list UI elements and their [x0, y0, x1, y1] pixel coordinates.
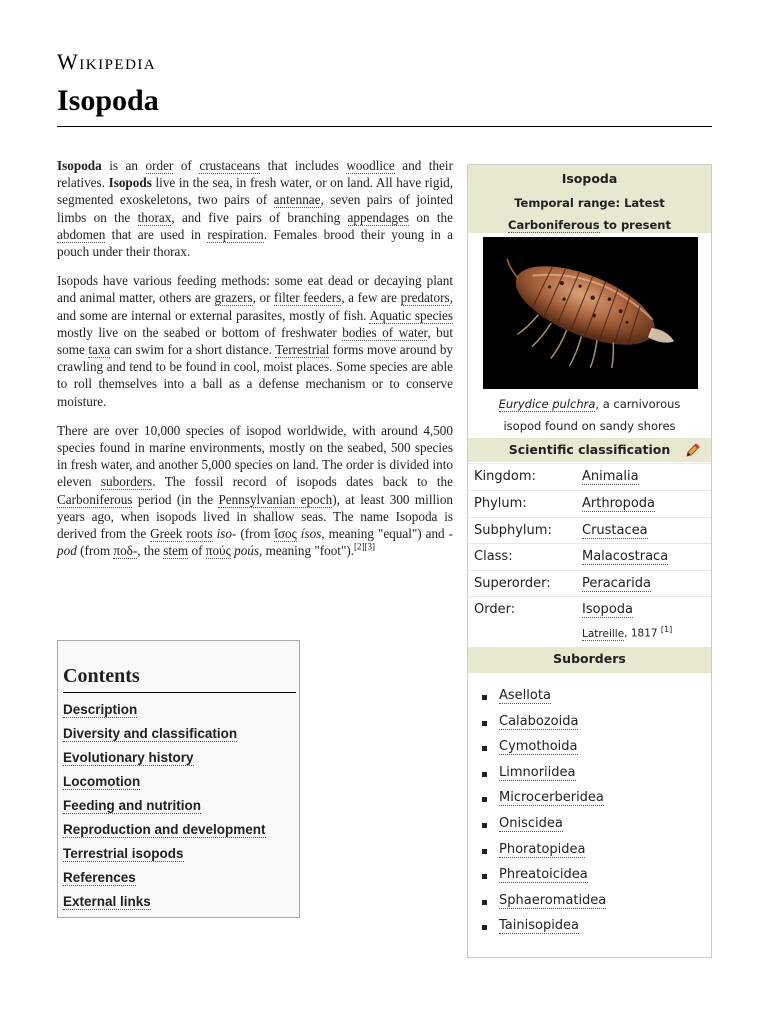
intro-paragraph-1: Isopoda is an order of crustaceans that includes woodlice and their relatives. Isopods live in the sea, in fresh water, or on land. All have rigid, segmented exoskeletons, two pairs of antennae, seven pairs of jointed limbs on the thorax, and five pairs of branching appendages on the abdomen that are used in respiration. Females brood their young in a pouch under their thorax. — [57, 158, 453, 260]
article-link[interactable]: filter feeders — [274, 290, 342, 306]
italic-term: poús — [234, 543, 260, 559]
toc-item-evolutionary-history[interactable]: Evolutionary history — [63, 750, 194, 765]
scientific-classification-header — [468, 438, 711, 462]
authority-reference[interactable]: [1] — [660, 625, 673, 634]
article-link[interactable]: Carboniferous — [57, 491, 133, 507]
article-link[interactable]: grazers — [214, 290, 253, 306]
reference-link[interactable]: [2][3] — [354, 541, 376, 552]
taxonomy-row-subphylum — [468, 517, 711, 544]
toc-item-diversity[interactable]: Diversity and classification — [63, 726, 238, 741]
article-link[interactable]: suborders — [100, 474, 153, 490]
temporal-range-rest: to present — [599, 218, 671, 232]
italic-term: -pod — [57, 526, 453, 559]
taxonomy-value-link[interactable]: Malacostraca — [582, 549, 669, 564]
taxobox-header — [468, 165, 711, 233]
toc-item-references[interactable]: References — [63, 870, 136, 885]
caption-text-2: isopod found on sandy shores — [503, 419, 676, 433]
italic-term: iso- — [216, 526, 237, 542]
caption-species-link[interactable]: Eurydice pulchra — [498, 397, 596, 411]
toc-item-external-links[interactable]: External links — [63, 894, 151, 909]
article-link[interactable]: abdomen — [57, 226, 106, 242]
taxonomy-row-kingdom — [468, 463, 711, 490]
taxonomy-value-link[interactable]: Animalia — [582, 469, 639, 484]
article-link[interactable]: order — [145, 158, 174, 173]
suborder-item[interactable]: Sphaeromatidea — [482, 890, 606, 916]
suborders-header: Suborders — [468, 647, 711, 673]
temporal-range — [468, 192, 711, 236]
article-link[interactable]: ποδ- — [113, 543, 138, 559]
article-link[interactable]: crustaceans — [199, 158, 261, 173]
article-link[interactable]: woodlice — [346, 158, 395, 173]
suborder-item[interactable]: Phreatoicidea — [482, 864, 606, 890]
article-link[interactable]: antennae — [273, 192, 321, 208]
taxonomy-row-order — [468, 596, 711, 623]
toc-item-terrestrial[interactable]: Terrestrial isopods — [63, 846, 184, 861]
page-title: Isopoda — [57, 84, 159, 117]
suborder-item[interactable]: Calabozoida — [482, 711, 606, 737]
authority-link[interactable]: Latreille — [582, 627, 625, 640]
suborders-list — [482, 685, 606, 941]
suborder-item[interactable]: Cymothoida — [482, 736, 606, 762]
authority-year: , 1817 — [624, 627, 661, 640]
taxobox — [467, 164, 712, 958]
toc-item-locomotion[interactable]: Locomotion — [63, 774, 141, 789]
title-divider — [57, 126, 712, 127]
toc-list — [63, 701, 266, 917]
caption-text-1: , a carnivorous — [595, 397, 681, 411]
temporal-range-link[interactable]: Carboniferous — [508, 218, 600, 232]
taxonomy-row-phylum — [468, 490, 711, 517]
isopod-illustration-icon — [483, 237, 698, 389]
wikipedia-logo[interactable]: Wikipedia — [57, 49, 157, 74]
article-link[interactable]: roots — [186, 526, 213, 542]
toc-item-reproduction[interactable]: Reproduction and development — [63, 822, 266, 837]
article-link[interactable]: stem — [163, 543, 189, 559]
suborder-item[interactable]: Tainisopidea — [482, 915, 606, 941]
table-of-contents — [57, 640, 300, 918]
taxonomy-value-link[interactable]: Isopoda — [582, 602, 633, 617]
taxonomy-rank: Subphylum: — [474, 523, 552, 538]
taxonomy-value-link[interactable]: Arthropoda — [582, 496, 656, 511]
edit-pencil-icon[interactable] — [685, 442, 701, 458]
taxonomy-rank: Class: — [474, 549, 513, 564]
bold-term: Isopoda — [57, 158, 102, 173]
taxonomy-rank: Phylum: — [474, 496, 527, 511]
taxonomy-row-class — [468, 543, 711, 570]
suborder-item[interactable]: Asellota — [482, 685, 606, 711]
suborder-item[interactable]: Limnoriidea — [482, 762, 606, 788]
intro-paragraph-3: There are over 10,000 species of isopod worldwide, with around 4,500 species found in marine environments, mostly on the seabed, 500 species in fresh water, and another 5,000 species on land. The order is divided into eleven suborders. The fossil record of isopods dates back to the Carboniferous period (in the Pennsylvanian epoch), at least 300 million years ago, when isopods lived in shallow seas. The name Isopoda is derived from the Greek roots iso- (from ἴσος ísos, meaning "equal") and -pod (from ποδ-, the stem of πούς poús, meaning "foot").[2][3] — [57, 422, 454, 559]
taxonomy-rank: Order: — [474, 602, 516, 617]
article-link[interactable]: thorax — [137, 209, 172, 225]
taxonomy-value-link[interactable]: Peracarida — [582, 576, 651, 591]
intro-paragraph-2: Isopods have various feeding methods: some eat dead or decaying plant and animal matter, others are grazers, or filter feeders, a few are predators, and some are internal or external parasites, mostly of fish. Aquatic species mostly live on the seabed or bottom of freshwater bodies of water, but some taxa can swim for a short distance. Terrestrial forms move around by crawling and tend to be found in cool, moist places. Some species are able to roll themselves into a ball as a defense mechanism or to conserve moisture. — [57, 273, 454, 409]
taxobox-title: Isopoda — [561, 171, 618, 186]
article-link[interactable]: Aquatic species — [369, 307, 453, 323]
bold-term: Isopods — [108, 175, 152, 191]
suborder-item[interactable]: Phoratopidea — [482, 839, 606, 865]
article-link[interactable]: πούς — [205, 543, 231, 559]
scientific-classification-label: Scientific classification — [508, 442, 671, 457]
article-body — [57, 157, 453, 571]
toc-item-description[interactable]: Description — [63, 702, 138, 717]
temporal-range-label: Temporal range: Latest — [514, 196, 665, 210]
article-link[interactable]: appendages — [347, 209, 410, 225]
article-link[interactable]: bodies of water — [342, 324, 428, 340]
taxon-authority — [582, 625, 672, 640]
suborder-item[interactable]: Microcerberidea — [482, 787, 606, 813]
taxonomy-rank: Superorder: — [474, 576, 551, 591]
article-link[interactable]: taxa — [88, 342, 111, 358]
toc-item-feeding[interactable]: Feeding and nutrition — [63, 798, 201, 813]
article-link[interactable]: Greek — [150, 526, 183, 542]
suborder-item[interactable]: Oniscidea — [482, 813, 606, 839]
toc-title: Contents — [63, 665, 296, 693]
photo-caption — [468, 393, 711, 437]
taxonomy-row-superorder — [468, 570, 711, 597]
article-link[interactable]: Pennsylvanian epoch — [218, 491, 333, 507]
taxonomy-rank: Kingdom: — [474, 469, 536, 484]
isopod-photo[interactable] — [483, 237, 698, 389]
article-link[interactable]: respiration — [207, 226, 264, 242]
taxonomy-value-link[interactable]: Crustacea — [582, 523, 648, 538]
article-link[interactable]: Terrestrial — [275, 342, 330, 358]
italic-term: ísos — [300, 526, 322, 542]
article-link[interactable]: ἴσος — [274, 526, 297, 542]
article-link[interactable]: predators — [400, 290, 450, 306]
